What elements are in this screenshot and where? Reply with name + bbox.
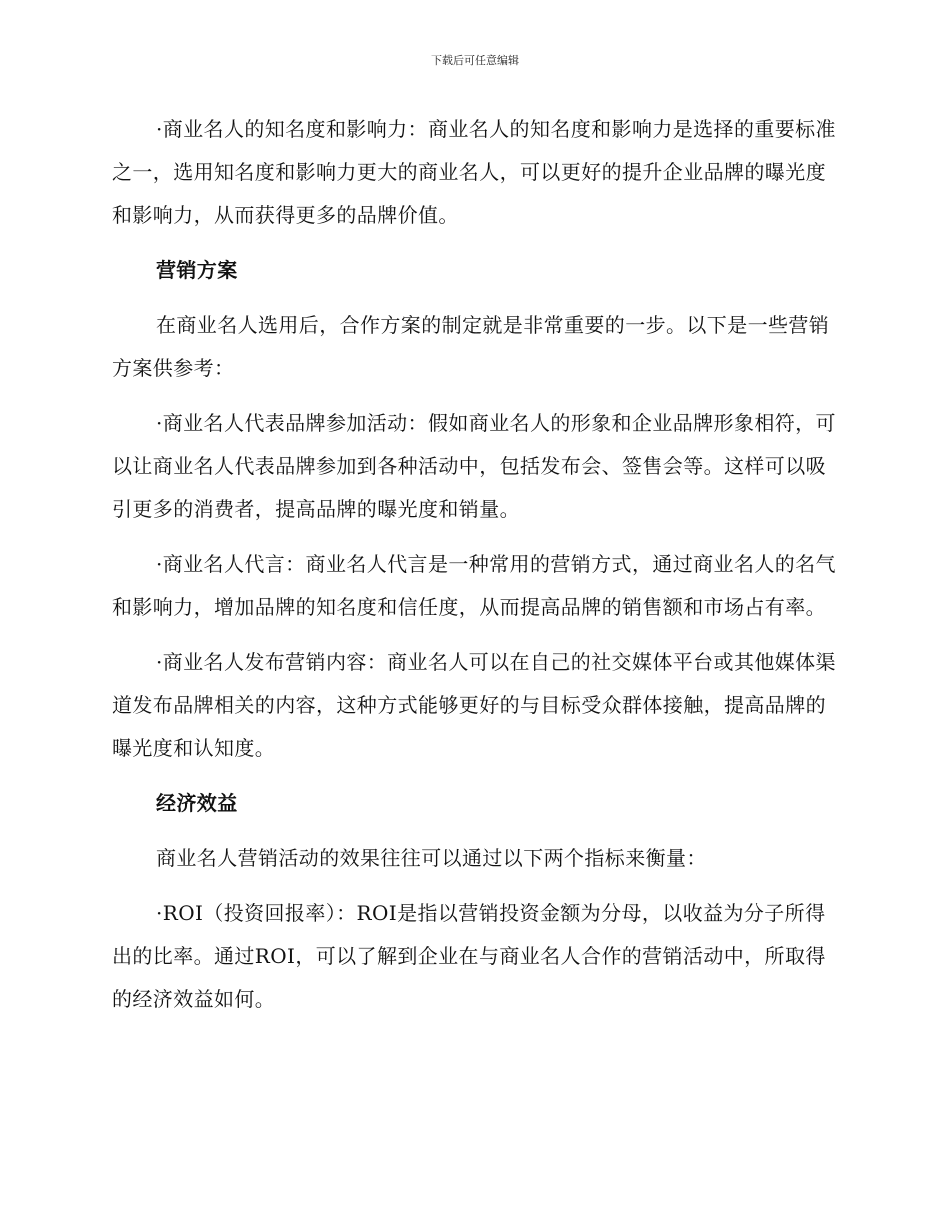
marketing-intro: 在商业名人选用后，合作方案的制定就是非常重要的一步。以下是一些营销方案供参考： bbox=[112, 313, 830, 380]
bullet-celebrity-endorsement: ·商业名人代言：商业名人代言是一种常用的营销方式，通过商业名人的名气和影响力，增加品牌的知名度和信任度，从而提高品牌的销售额和市场占有率。 bbox=[112, 552, 836, 619]
bullet-celebrity-content: ·商业名人发布营销内容：商业名人可以在自己的社交媒体平台或其他媒体渠道发布品牌相关的内容，这种方式能够更好的与目标受众群体接触，提高品牌的曝光度和认知度。 bbox=[112, 650, 836, 760]
economics-intro: 商业名人营销活动的效果往往可以通过以下两个指标来衡量： bbox=[156, 846, 707, 870]
document-body bbox=[112, 108, 838, 1033]
bullet-celebrity-fame: ·商业名人的知名度和影响力：商业名人的知名度和影响力是选择的重要标准之一，选用知名度和影响力更大的商业名人，可以更好的提升企业品牌的曝光度和影响力，从而获得更多的品牌价值。 bbox=[112, 117, 836, 227]
page-header: 下载后可任意编辑 bbox=[431, 54, 519, 67]
heading-economic-benefits: 经济效益 bbox=[156, 791, 238, 815]
bullet-roi: ·ROI（投资回报率）：ROI是指以营销投资金额为分母，以收益为分子所得出的比率。通过ROI，可以了解到企业在与商业名人合作的营销活动中，所取得的经济效益如何。 bbox=[112, 901, 826, 1011]
heading-marketing-plan: 营销方案 bbox=[156, 258, 238, 282]
bullet-celebrity-events: ·商业名人代表品牌参加活动：假如商业名人的形象和企业品牌形象相符，可以让商业名人代表品牌参加到各种活动中，包括发布会、签售会等。这样可以吸引更多的消费者，提高品牌的曝光度和销量。 bbox=[112, 411, 836, 521]
